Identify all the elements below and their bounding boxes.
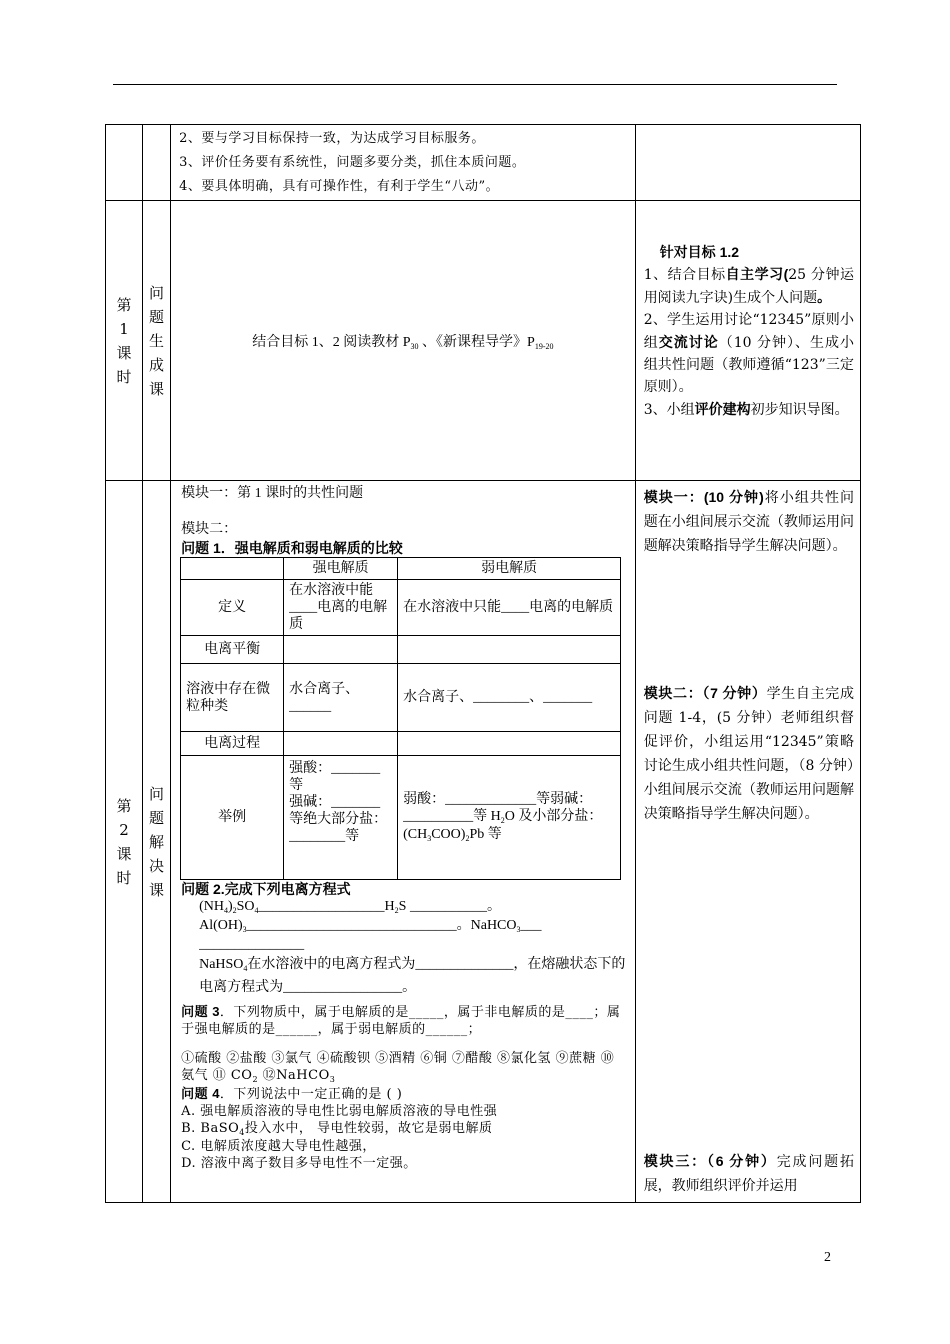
module-2-plan: 模块二：（7 分钟）学生自主完成问题 1-4，(5 分钟）老师组织督促评价，小组运用“12345”策略讨论生成小组共性问题，（8 分钟）小组间展示交流（教师运用问题解决策略指导学生解决问题）。 [643,685,854,822]
reading-task: 结合目标 1、2 阅读教材 $P_{30}$ 、《新课程导学》$P_{19-20}$ [171,201,636,481]
option-b: B. BaSO$_4$投入水中， 导电性较弱，故它是弱电解质 [181,1121,493,1137]
activity-cell [635,125,860,201]
option-c: C. 电解质浓度越大导电性越强， [181,1139,376,1154]
table-cell [398,636,621,664]
table-cell: 在水溶液中只能____电离的电解质 [398,580,621,636]
table-row [106,481,861,1203]
step-1: 1、结合目标自主学习(25 分钟运用阅读九字诀)生成个人问题。 [643,266,854,306]
table-row [106,125,861,201]
header-strong: 强电解质 [284,558,398,580]
equation-line: NaHSO$_4$在水溶液中的电离方程式为______________，在熔融状态下的电离方程式为_________________。 [199,957,626,995]
question-1-title: 问题 1．强电解质和弱电解质的比较 [181,540,403,556]
module-1-plan: 模块一：(10 分钟)将小组共性问题在小组间展示交流（教师运用问题解决策略指导学生解决问题）。 [643,489,855,554]
page-number: 2 [824,1250,831,1265]
equation-line: _______________ [199,937,305,952]
table-cell [398,732,621,756]
lesson-cell [106,125,143,201]
module-3-plan: 模块三：（6 分钟）完成问题拓展，教师组织评价并运用 [643,1153,854,1194]
equation-line: $(NH_4)_2SO_4\_\_\_\_\_\_\_\_\_\_\_\_\_\_\_\_\_\_H_2S$ ___________。 [199,899,501,915]
note-line: 4、要具体明确，具有可操作性，有利于学生“八动”。 [179,179,500,194]
row-label: 溶液中存在微粒种类 [181,664,284,732]
lesson-label-1: 第 1 课 时 [106,201,143,481]
lesson-plan-table [105,124,861,1203]
activity-steps-2 [635,481,860,1203]
table-cell [284,636,398,664]
lesson-type-solve: 问 题 解 决 课 [143,481,171,1203]
type-cell [143,125,171,201]
header-weak: 弱电解质 [398,558,621,580]
comparison-table [180,557,621,880]
lesson-label-2: 第 2 课 时 [106,481,143,1203]
table-cell [284,732,398,756]
step-2: 2、学生运用讨论“12345”原则小组交流讨论（10 分钟）、生成小组共性问题（教师遵循“123”三定原则）。 [643,312,855,395]
module-1-title: 模块一：第 1 课时的共性问题 [181,486,364,501]
option-d: D. 溶液中离子数目多导电性不一定强。 [181,1156,417,1171]
row-label: 电离过程 [181,732,284,756]
row-label: 电离平衡 [181,636,284,664]
question-2-title: 问题 2.完成下列电离方程式 [181,881,351,897]
target-title: 针对目标 1.2 [659,244,740,260]
equation-line: $Al(OH)_3\_\_\_\_\_\_\_\_\_\_\_\_\_\_\_\_\_\_\_\_\_\_\_\_\_\_\_\_\_\_$。NaHCO$_3$___ [199,918,542,934]
step-3: 3、小组评价建构初步知识导图。 [643,401,849,418]
table-row [106,201,861,481]
table-cell: 在水溶液中能____电离的电解质 [284,580,398,636]
problem-content [171,481,636,1203]
question-4: 问题 4．下列说法中一定正确的是 ( ) [181,1086,403,1102]
option-a: A. 强电解质溶液的导电性比弱电解质溶液的导电性强 [181,1104,498,1119]
table-cell: 弱酸：_____________等弱碱：__________等 $H_2O$ 及小部分盐：$(CH_3COO)_2Pb$ 等 [398,756,621,880]
lesson-type-generate: 问 题 生 成 课 [143,201,171,481]
table-cell: 强酸：_______等 强碱：_______等绝大部分盐：________等 [284,756,398,880]
note-line: 3、评价任务要有系统性，问题多要分类，抓住本质问题。 [179,155,526,170]
row-label: 举例 [181,756,284,880]
evaluation-notes [171,125,636,201]
header-rule [113,84,837,85]
question-3: 问题 3．下列物质中，属于电解质的是_____，属于非电解质的是____；属于强电解质的是______，属于弱电解质的______； [181,1004,621,1037]
table-cell: 水合离子、________、_______ [398,664,621,732]
module-2-title: 模块二： [181,522,238,537]
question-3-items: ①硫酸 ②盐酸 ③氯气 ④硫酸钡 ⑤酒精 ⑥铜 ⑦醋酸 ⑧氯化氢 ⑨蔗糖 ⑩氨气 ⑪ $CO_2$ ⑫NaHCO$_3$ [181,1051,615,1084]
row-label: 定义 [181,580,284,636]
activity-steps-1 [635,201,860,481]
note-line: 2、要与学习目标保持一致，为达成学习目标服务。 [179,131,485,146]
header-blank [181,558,284,580]
table-cell: 水合离子、______ [284,664,398,732]
